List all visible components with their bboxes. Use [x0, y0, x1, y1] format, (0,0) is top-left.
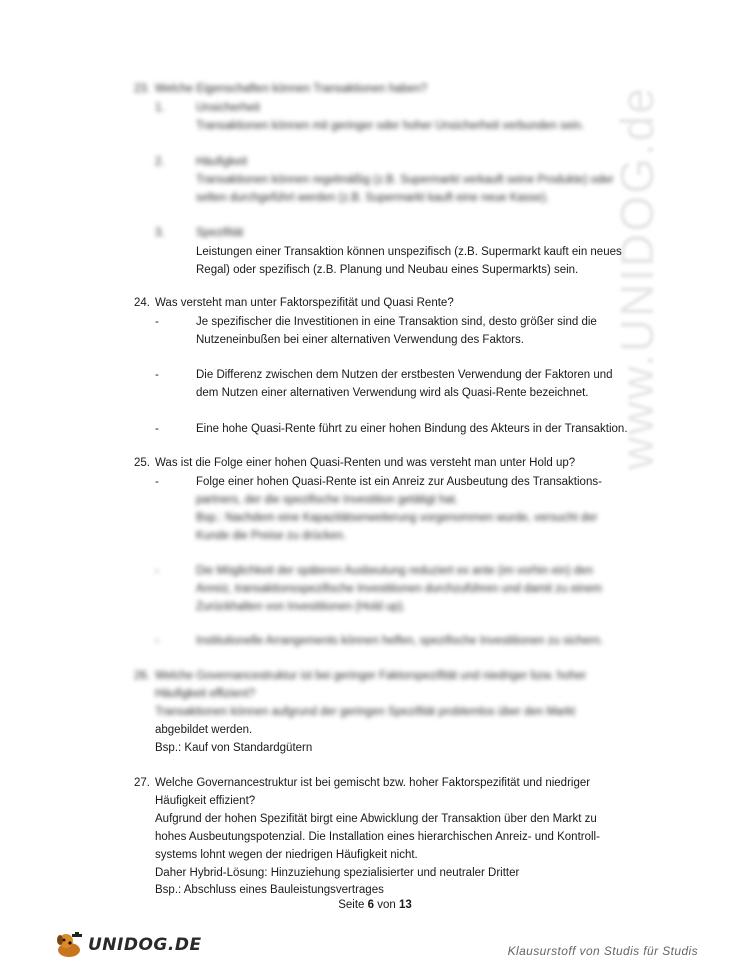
q27-line5: systems lohnt wegen der niedrigen Häufigkeit nicht. — [155, 849, 418, 861]
q25-b1-line1: Folge einer hohen Quasi-Rente ist ein Anreiz zur Ausbeutung des Transaktions- — [196, 476, 602, 488]
q25-b1-line2: partners, der die spezifische Investition getätigt hat. — [196, 494, 459, 506]
page-mid: von — [374, 899, 399, 911]
page-prefix: Seite — [338, 899, 368, 911]
page-number — [0, 899, 750, 911]
q24-b1-dash: - — [155, 316, 159, 328]
q25-b2-line3: Zurückhalten von Investitionen (Hold up). — [196, 601, 406, 613]
q23-number: 23. — [134, 83, 150, 95]
q23-item1-head: Unsicherheit — [196, 102, 260, 114]
q24-b2-dash: - — [155, 369, 159, 381]
q24-b2-line1: Die Differenz zwischen dem Nutzen der erstbesten Verwendung der Faktoren und — [196, 369, 613, 381]
watermark: www.UNIDOG.de — [611, 86, 663, 470]
q23-item1-number: 1. — [155, 102, 165, 114]
q27-line3: Aufgrund der hohen Spezifität birgt eine Abwicklung der Transaktion über den Markt zu — [155, 813, 597, 825]
q26-number: 26. — [134, 670, 150, 682]
q26-line2: Häufigkeit effizient? — [155, 688, 256, 700]
q25-b1-line3: Bsp.: Nachdem eine Kapazitätserweiterung vorgenommen wurde, versucht der — [196, 512, 598, 524]
logo-text: UNIDOG.DE — [88, 935, 202, 955]
q23-item2-head: Häufigkeit — [196, 156, 248, 168]
q24-title: Was versteht man unter Faktorspezifität und Quasi Rente? — [155, 297, 454, 309]
q23-item3-number: 3. — [155, 227, 165, 239]
q27-line2: Häufigkeit effizient? — [155, 795, 256, 807]
q25-b1-dash: - — [155, 476, 159, 488]
q25-b2-dash: - — [155, 565, 159, 577]
tagline: Klausurstoff von Studis für Studis — [507, 944, 698, 958]
q25-b3-dash: - — [155, 635, 159, 647]
q23-title: Welche Eigenschaften können Transaktionen haben? — [155, 83, 428, 95]
q23-item3-line2: Regal) oder spezifisch (z.B. Planung und Neubau eines Supermarkts) sein. — [196, 264, 579, 276]
q26-line4: abgebildet werden. — [155, 724, 253, 736]
q25-b2-line1: Die Möglichkeit der späteren Ausbeutung reduziert ex ante (im vorhin ein) den — [196, 565, 593, 577]
q27-line6: Daher Hybrid-Lösung: Hinzuziehung spezialisierter und neutraler Dritter — [155, 867, 520, 879]
q23-item2-line2: selten durchgeführt werden (z.B. Supermarkt kauft eine neue Kasse). — [196, 192, 549, 204]
page-current: 6 — [367, 899, 375, 911]
q23-item3-line1: Leistungen einer Transaktion können unspezifisch (z.B. Supermarkt kauft ein neues — [196, 246, 622, 258]
page-total: 13 — [398, 899, 412, 911]
q27-line1: Welche Governancestruktur ist bei gemischt bzw. hoher Faktorspezifität und niedriger — [155, 777, 591, 789]
q25-number: 25. — [134, 457, 150, 469]
q25-b1-line4: Kunde die Preise zu drücken. — [196, 530, 347, 542]
q24-b1-line2: Nutzeneinbußen bei einer alternativen Verwendung des Faktors. — [196, 334, 524, 346]
q27-line4: hohes Ausbeutungspotenzial. Die Installation eines hierarchischen Anreiz- und Kontroll- — [155, 831, 600, 843]
q25-b3-line1: Institutionelle Arrangements können helfen, spezifische Investitionen zu sichern. — [196, 635, 604, 647]
q24-b2-line2: dem Nutzen einer alternativen Verwendung wird als Quasi-Rente bezeichnet. — [196, 387, 589, 399]
q26-line5: Bsp.: Kauf von Standardgütern — [155, 742, 313, 754]
dog-icon — [54, 930, 84, 960]
q23-item2-number: 2. — [155, 156, 165, 168]
q24-number: 24. — [134, 297, 150, 309]
q26-line1: Welche Governancestruktur ist bei geringer Faktorspezifität und niedriger bzw. hoher — [155, 670, 587, 682]
q27-line7: Bsp.: Abschluss eines Bauleistungsvertrages — [155, 884, 384, 896]
q25-b2-line2: Anreiz, transaktionsspezifische Investitionen durchzuführen und damit zu einem — [196, 583, 602, 595]
q26-line3: Transaktionen können aufgrund der geringen Spezifität problemlos über den Markt — [155, 706, 576, 718]
q24-b3-line1: Eine hohe Quasi-Rente führt zu einer hohen Bindung des Akteurs in der Transaktion. — [196, 423, 628, 435]
q25-title: Was ist die Folge einer hohen Quasi-Renten und was versteht man unter Hold up? — [155, 457, 576, 469]
q23-item1-line1: Transaktionen können mit geringer oder hoher Unsicherheit verbunden sein. — [196, 120, 585, 132]
q24-b1-line1: Je spezifischer die Investitionen in eine Transaktion sind, desto größer sind die — [196, 316, 597, 328]
q27-number: 27. — [134, 777, 150, 789]
q24-b3-dash: - — [155, 423, 159, 435]
q23-item2-line1: Transaktionen können regelmäßig (z.B. Supermarkt verkauft seine Produkte) oder — [196, 174, 614, 186]
q23-item3-head: Spezifität — [196, 227, 244, 239]
unidog-logo — [54, 928, 202, 962]
